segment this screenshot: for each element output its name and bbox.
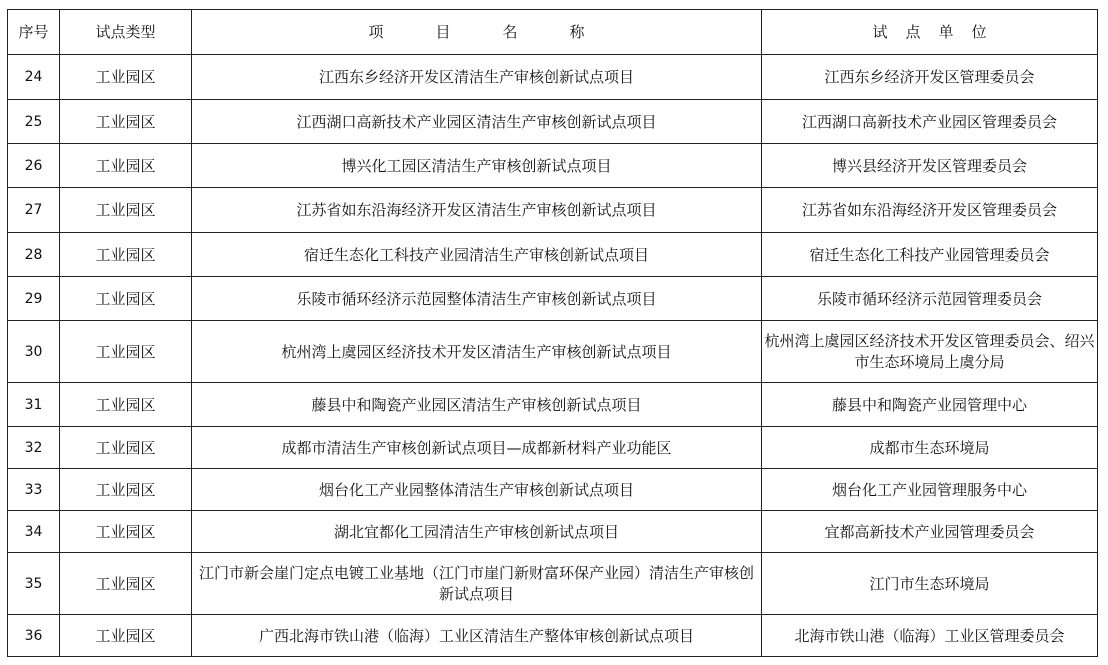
table-row [8, 277, 1098, 321]
type-cell: 工业园区 [60, 321, 192, 383]
project-cell: 杭州湾上虞园区经济技术开发区清洁生产审核创新试点项目 [192, 321, 762, 383]
seq-cell: 25 [8, 100, 60, 144]
table-row [8, 100, 1098, 144]
project-cell: 成都市清洁生产审核创新试点项目—成都新材料产业功能区 [192, 427, 762, 469]
seq-cell: 34 [8, 511, 60, 553]
seq-cell: 30 [8, 321, 60, 383]
unit-cell: 江西东乡经济开发区管理委员会 [762, 55, 1098, 100]
type-cell: 工业园区 [60, 55, 192, 100]
seq-cell: 27 [8, 188, 60, 233]
seq-cell: 26 [8, 144, 60, 188]
unit-cell: 江苏省如东沿海经济开发区管理委员会 [762, 188, 1098, 233]
project-cell: 乐陵市循环经济示范园整体清洁生产审核创新试点项目 [192, 277, 762, 321]
unit-cell: 江西湖口高新技术产业园区管理委员会 [762, 100, 1098, 144]
type-cell: 工业园区 [60, 144, 192, 188]
unit-cell: 宜都高新技术产业园管理委员会 [762, 511, 1098, 553]
project-cell: 江门市新会崖门定点电镀工业基地（江门市崖门新财富环保产业园）清洁生产审核创新试点项目 [192, 553, 762, 615]
unit-cell: 博兴县经济开发区管理委员会 [762, 144, 1098, 188]
pilot-project-table [7, 9, 1098, 657]
type-cell: 工业园区 [60, 383, 192, 427]
header-type: 试点类型 [60, 10, 192, 55]
type-cell: 工业园区 [60, 100, 192, 144]
table-row [8, 553, 1098, 615]
unit-cell: 乐陵市循环经济示范园管理委员会 [762, 277, 1098, 321]
unit-cell: 江门市生态环境局 [762, 553, 1098, 615]
unit-cell: 宿迁生态化工科技产业园管理委员会 [762, 233, 1098, 277]
unit-cell: 烟台化工产业园管理服务中心 [762, 469, 1098, 511]
project-cell: 江苏省如东沿海经济开发区清洁生产审核创新试点项目 [192, 188, 762, 233]
table-row [8, 427, 1098, 469]
header-seq: 序号 [8, 10, 60, 55]
type-cell: 工业园区 [60, 427, 192, 469]
unit-cell: 藤县中和陶瓷产业园管理中心 [762, 383, 1098, 427]
seq-cell: 35 [8, 553, 60, 615]
unit-cell: 杭州湾上虞园区经济技术开发区管理委员会、绍兴市生态环境局上虞分局 [762, 321, 1098, 383]
table-row [8, 511, 1098, 553]
type-cell: 工业园区 [60, 553, 192, 615]
seq-cell: 32 [8, 427, 60, 469]
table-row [8, 233, 1098, 277]
unit-cell: 成都市生态环境局 [762, 427, 1098, 469]
project-cell: 藤县中和陶瓷产业园区清洁生产审核创新试点项目 [192, 383, 762, 427]
header-project-name: 项 目 名 称 [192, 10, 762, 55]
type-cell: 工业园区 [60, 188, 192, 233]
table-row [8, 469, 1098, 511]
seq-cell: 33 [8, 469, 60, 511]
seq-cell: 36 [8, 615, 60, 657]
project-cell: 江西湖口高新技术产业园区清洁生产审核创新试点项目 [192, 100, 762, 144]
header-pilot-unit: 试 点 单 位 [762, 10, 1098, 55]
table-row [8, 615, 1098, 657]
type-cell: 工业园区 [60, 511, 192, 553]
project-cell: 宿迁生态化工科技产业园清洁生产审核创新试点项目 [192, 233, 762, 277]
type-cell: 工业园区 [60, 233, 192, 277]
table-row [8, 144, 1098, 188]
project-cell: 博兴化工园区清洁生产审核创新试点项目 [192, 144, 762, 188]
seq-cell: 24 [8, 55, 60, 100]
table-row [8, 55, 1098, 100]
project-cell: 湖北宜都化工园清洁生产审核创新试点项目 [192, 511, 762, 553]
seq-cell: 28 [8, 233, 60, 277]
table-row [8, 383, 1098, 427]
project-cell: 广西北海市铁山港（临海）工业区清洁生产整体审核创新试点项目 [192, 615, 762, 657]
type-cell: 工业园区 [60, 615, 192, 657]
table-row [8, 188, 1098, 233]
project-cell: 烟台化工产业园整体清洁生产审核创新试点项目 [192, 469, 762, 511]
seq-cell: 29 [8, 277, 60, 321]
header-row [8, 10, 1098, 55]
seq-cell: 31 [8, 383, 60, 427]
project-cell: 江西东乡经济开发区清洁生产审核创新试点项目 [192, 55, 762, 100]
table-row [8, 321, 1098, 383]
unit-cell: 北海市铁山港（临海）工业区管理委员会 [762, 615, 1098, 657]
type-cell: 工业园区 [60, 469, 192, 511]
type-cell: 工业园区 [60, 277, 192, 321]
